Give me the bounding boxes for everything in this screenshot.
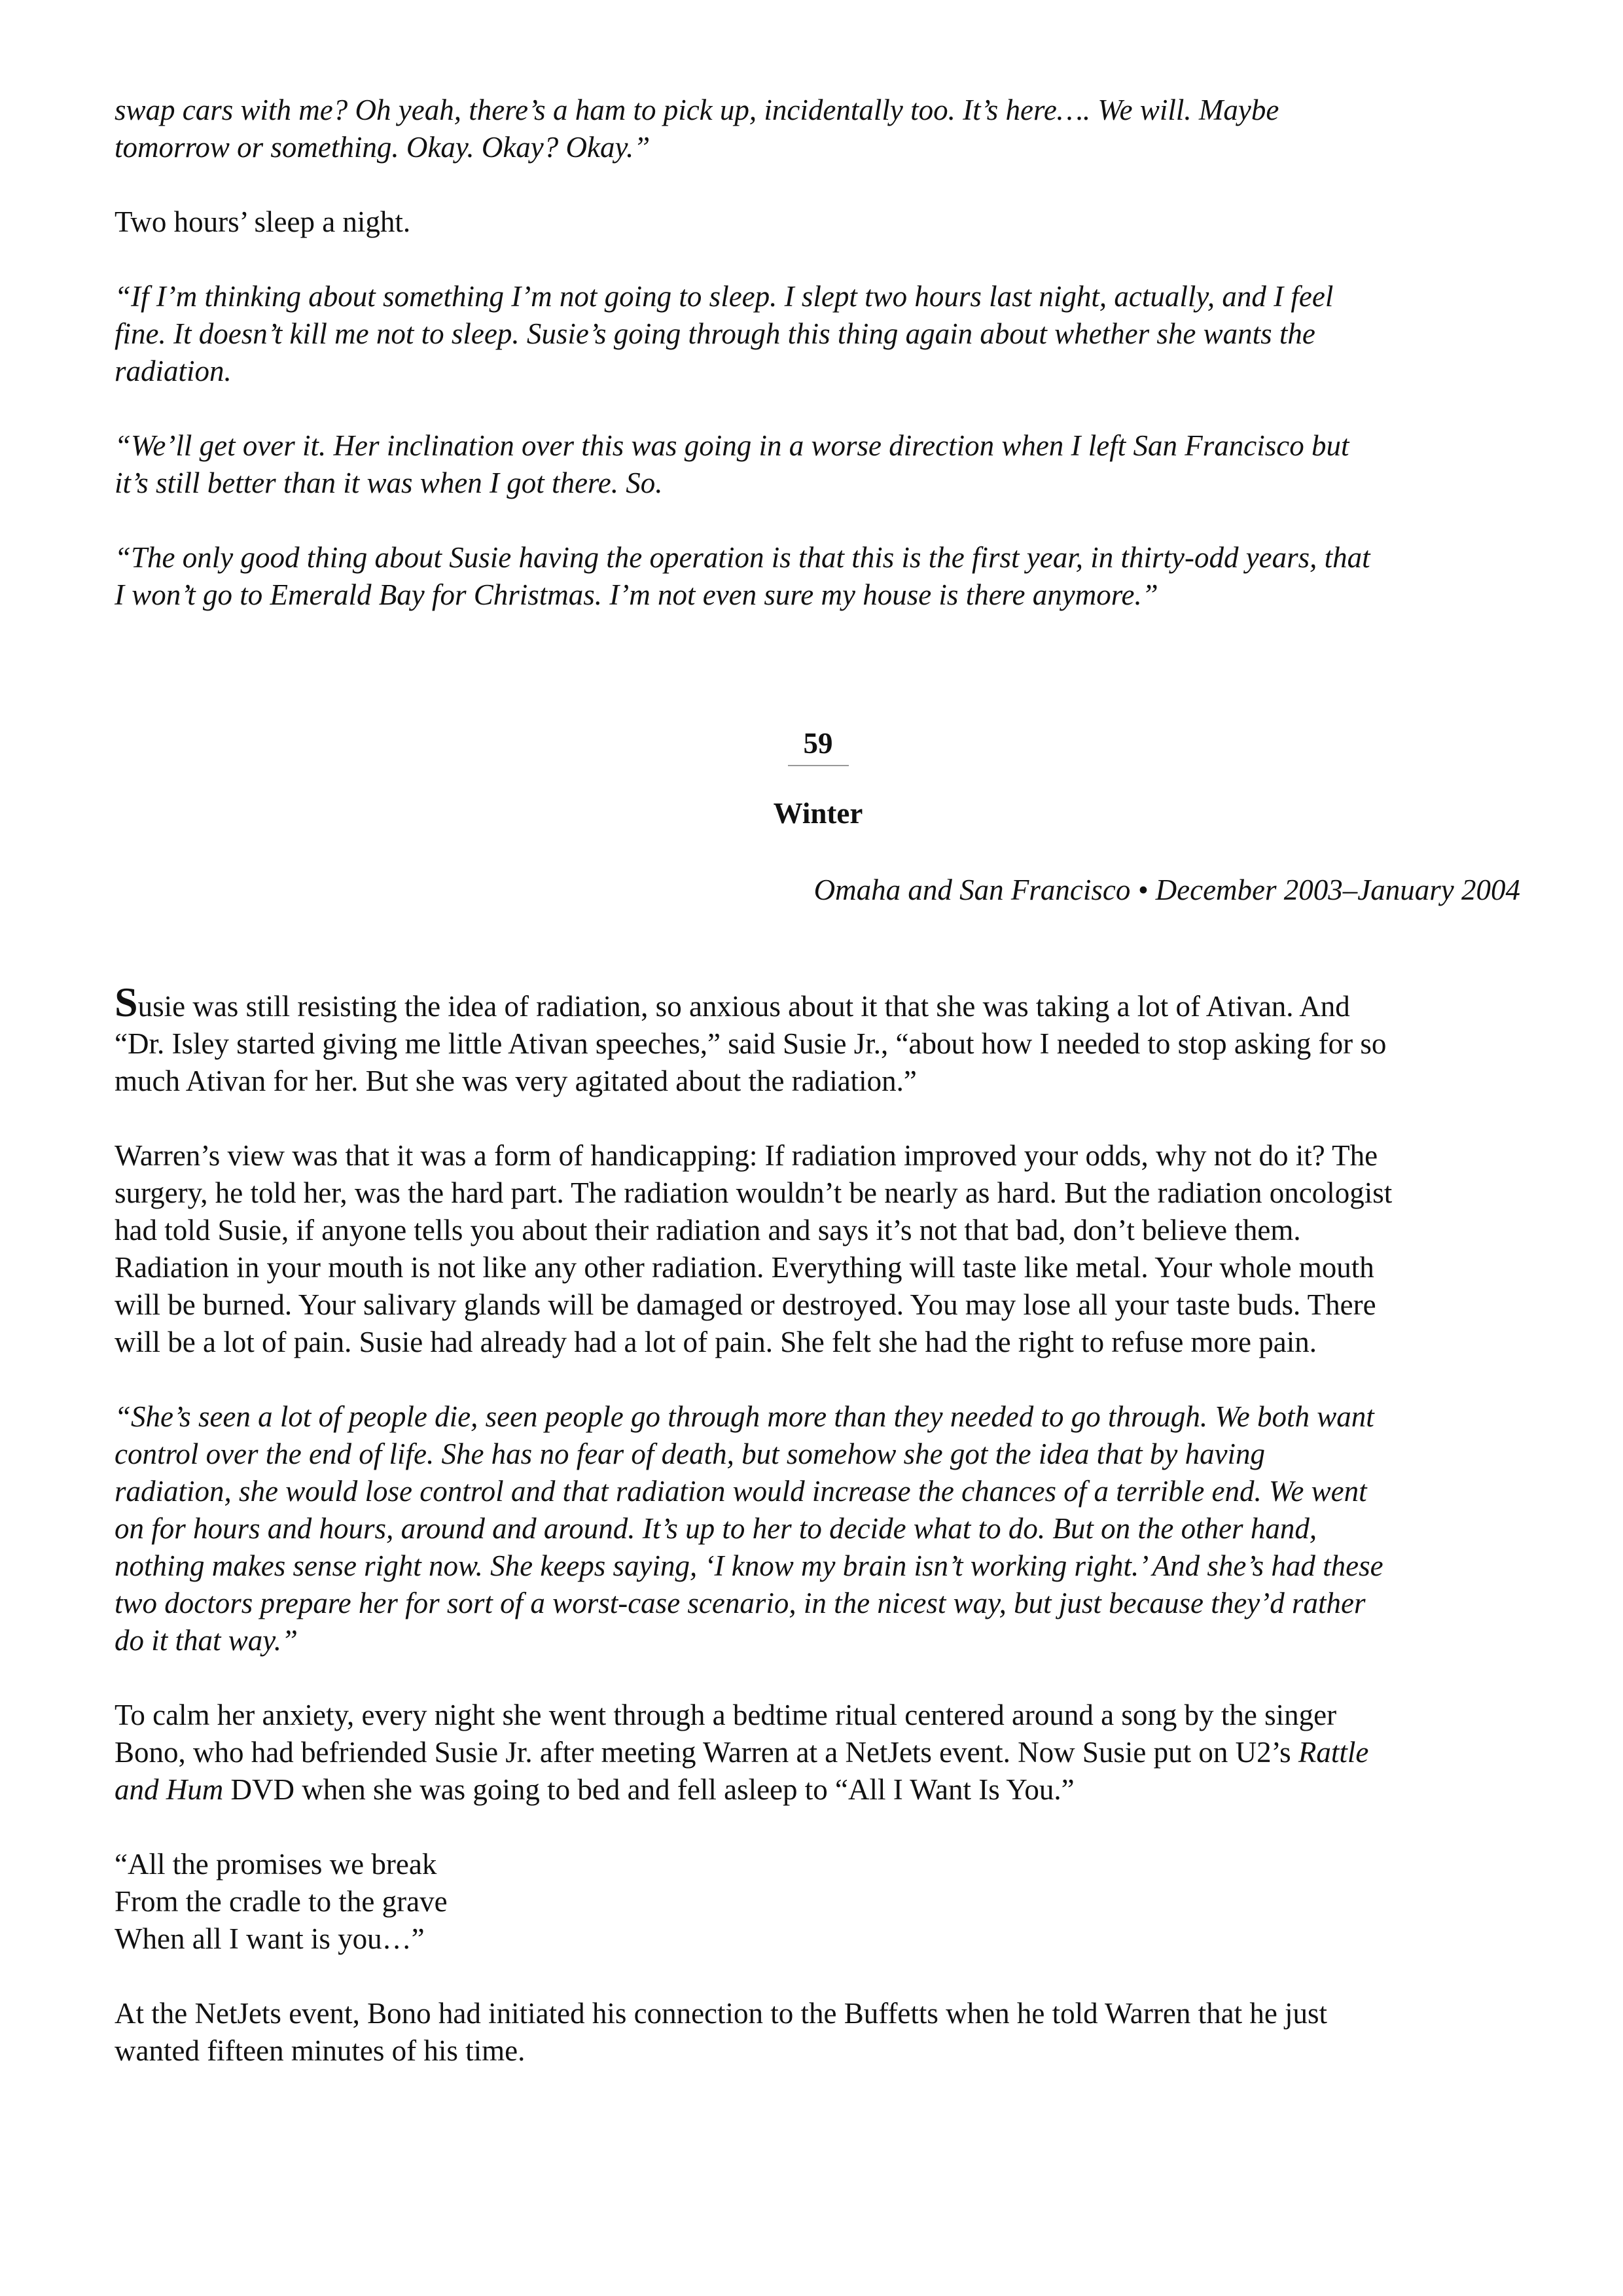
book-page — [115, 92, 1522, 2070]
text-line: radiation. — [115, 355, 232, 387]
text-line: “If I’m thinking about something I’m not going to sleep. I slept two hours last night, actually, and I feel — [115, 280, 1334, 313]
text-line: two doctors prepare her for sort of a worst-case scenario, in the nicest way, but just because they’d rather — [115, 1587, 1366, 1619]
text-line: will be burned. Your salivary glands will be damaged or destroyed. You may lose all your taste buds. There — [115, 1288, 1376, 1321]
chapter-title: Winter — [773, 797, 863, 830]
closing-paragraph — [115, 1995, 1522, 2070]
quote-paragraph-4 — [115, 1398, 1522, 1659]
album-title-part: Rattle — [1298, 1736, 1369, 1769]
top-quote-paragraph — [115, 92, 1522, 166]
chapter-location: Omaha and San Francisco • December 2003–January 2004 — [813, 874, 1520, 906]
text-line: usie was still resisting the idea of radiation, so anxious about it that she was taking a lot of Ativan. And — [137, 990, 1350, 1023]
text-line: wanted fifteen minutes of his time. — [115, 2034, 526, 2067]
chapter-heading — [115, 725, 1522, 832]
quote-paragraph-3 — [115, 539, 1522, 614]
text-line: swap cars with me? Oh yeah, there’s a ham to pick up, incidentally too. It’s here…. We will. Maybe — [115, 94, 1279, 126]
lyric-line: “All the promises we break — [115, 1848, 437, 1881]
text-line: radiation, she would lose control and that radiation would increase the chances of a terrible end. We went — [115, 1475, 1367, 1508]
opening-paragraph — [115, 979, 1522, 1100]
text-line: control over the end of life. She has no fear of death, but somehow she got the idea that by having — [115, 1438, 1266, 1470]
text-line: “The only good thing about Susie having the operation is that this is the first year, in thirty-odd years, that — [115, 541, 1370, 574]
song-lyrics — [115, 1846, 1522, 1958]
quote-paragraph-2 — [115, 427, 1522, 502]
text-line: “She’s seen a lot of people die, seen people go through more than they needed to go through. We both want — [115, 1400, 1374, 1433]
text-line: had told Susie, if anyone tells you about their radiation and says it’s not that bad, don’t believe them. — [115, 1214, 1301, 1246]
text-line: “We’ll get over it. Her inclination over this was going in a worse direction when I left San Francisco but — [115, 429, 1349, 462]
text-line: tomorrow or something. Okay. Okay? Okay.” — [115, 131, 651, 164]
lyric-line: From the cradle to the grave — [115, 1885, 448, 1918]
text-line: nothing makes sense right now. She keeps saying, ‘I know my brain isn’t working right.’ And she’s had these — [115, 1549, 1383, 1582]
text-line: on for hours and hours, around and around. It’s up to her to decide what to do. But on the other hand, — [115, 1512, 1317, 1545]
warren-view-paragraph — [115, 1137, 1522, 1361]
text-line: I won’t go to Emerald Bay for Christmas. I’m not even sure my house is there anymore.” — [115, 578, 1158, 611]
album-title-part: and Hum — [115, 1773, 224, 1806]
text-line: Radiation in your mouth is not like any other radiation. Everything will taste like metal. Your whole mouth — [115, 1251, 1374, 1284]
text-line: Warren’s view was that it was a form of handicapping: If radiation improved your odds, why not do it? The — [115, 1139, 1378, 1172]
text-line: fine. It doesn’t kill me not to sleep. Susie’s going through this thing again about whether she wants the — [115, 317, 1315, 350]
drop-cap: S — [115, 979, 138, 1025]
text-line: At the NetJets event, Bono had initiated his connection to the Buffetts when he told Warren that he just — [115, 1997, 1328, 2030]
text-line: will be a lot of pain. Susie had already had a lot of pain. She felt she had the right to refuse more pain. — [115, 1326, 1317, 1358]
text-line: To calm her anxiety, every night she went through a bedtime ritual centered around a song by the singer — [115, 1699, 1337, 1731]
text-line: “Dr. Isley started giving me little Ativan speeches,” said Susie Jr., “about how I needed to stop asking for so — [115, 1027, 1387, 1060]
text-line: much Ativan for her. But she was very agitated about the radiation.” — [115, 1065, 917, 1097]
text-line: do it that way.” — [115, 1624, 298, 1657]
text-line: Bono, who had befriended Susie Jr. after meeting Warren at a NetJets event. Now Susie put on U2’s — [115, 1736, 1298, 1769]
text-line: it’s still better than it was when I got there. So. — [115, 467, 663, 499]
chapter-number: 59 — [788, 725, 849, 766]
text-line: surgery, he told her, was the hard part. The radiation wouldn’t be nearly as hard. But the radiation oncologist — [115, 1176, 1393, 1209]
quote-paragraph-1 — [115, 278, 1522, 390]
sleep-paragraph: Two hours’ sleep a night. — [115, 205, 411, 238]
calm-paragraph — [115, 1697, 1522, 1809]
text-line: DVD when she was going to bed and fell asleep to “All I Want Is You.” — [223, 1773, 1075, 1806]
lyric-line: When all I want is you…” — [115, 1922, 425, 1955]
